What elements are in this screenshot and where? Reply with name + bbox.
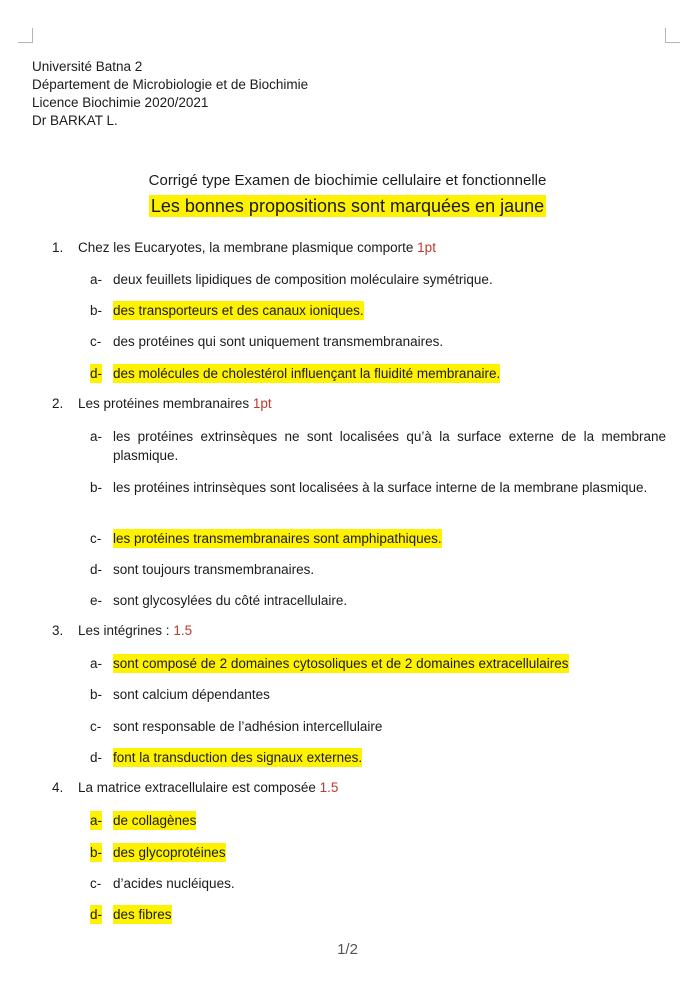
option-text: sont glycosylées du côté intracellulaire.: [113, 593, 348, 608]
header-university: Université Batna 2: [32, 59, 143, 74]
option-text-correct: les protéines transmembranaires sont amphipathiques.: [113, 531, 442, 546]
question-text: Les protéines membranaires: [78, 396, 250, 411]
question-points: 1.5: [319, 780, 339, 795]
option-letter: a-: [90, 429, 103, 444]
question-text: La matrice extracellulaire est composée: [78, 780, 316, 795]
option-letter-correct: d-: [90, 366, 103, 381]
question-2: [52, 396, 272, 411]
header-program: Licence Biochimie 2020/2021: [32, 95, 209, 110]
option-text-correct: font la transduction des signaux externes.: [113, 750, 363, 765]
option-letter: b-: [90, 687, 103, 702]
option-letter: b-: [90, 303, 103, 318]
option-text-correct: des transporteurs et des canaux ioniques.: [113, 303, 364, 318]
option-letter-correct: b-: [90, 845, 103, 860]
question-number: 2.: [52, 396, 64, 411]
option-text: deux feuillets lipidiques de composition moléculaire symétrique.: [113, 272, 493, 287]
option-letter: d-: [90, 562, 103, 577]
option-letter: a-: [90, 656, 103, 671]
option-text: les protéines intrinsèques sont localisées à la surface interne de la membrane plasmique.: [113, 480, 648, 495]
option-text: sont toujours transmembranaires.: [113, 562, 315, 577]
option-text-correct: sont composé de 2 domaines cytosoliques et de 2 domaines extracellulaires: [113, 656, 569, 671]
option-text-correct: des glycoprotéines: [113, 845, 226, 860]
header-department: Département de Microbiologie et de Biochimie: [32, 77, 309, 92]
option-letter-correct: d-: [90, 907, 103, 922]
page-corner-mark-top-left: [18, 28, 33, 43]
option-text-correct: de collagènes: [113, 813, 197, 828]
option-text: les protéines extrinsèques ne sont localisées qu’à la surface externe de la membrane plasmique.: [113, 429, 666, 463]
option-letter: c-: [90, 719, 102, 734]
document-subtitle: Les bonnes propositions sont marquées en jaune: [150, 196, 545, 216]
document-subtitle-wrapper: [0, 196, 695, 217]
question-text: Chez les Eucaryotes, la membrane plasmique comporte: [78, 240, 414, 255]
option-letter: d-: [90, 750, 103, 765]
option-letter: a-: [90, 272, 103, 287]
question-1: [52, 240, 436, 255]
question-points: 1pt: [252, 396, 272, 411]
option-letter: b-: [90, 480, 103, 495]
page-corner-mark-top-right: [665, 28, 680, 43]
document-title: Corrigé type Examen de biochimie cellulaire et fonctionnelle: [148, 172, 547, 189]
option-text: sont calcium dépendantes: [113, 687, 270, 702]
option-text-correct: des fibres: [113, 907, 172, 922]
question-text: Les intégrines :: [78, 623, 170, 638]
question-points: 1.5: [173, 623, 193, 638]
question-number: 4.: [52, 780, 64, 795]
option-text: sont responsable de l’adhésion intercellulaire: [113, 719, 383, 734]
question-number: 1.: [52, 240, 64, 255]
question-3: [52, 623, 192, 638]
option-letter: c-: [90, 531, 102, 546]
option-letter: c-: [90, 876, 102, 891]
option-text-correct: des molécules de cholestérol influençant la fluidité membranaire.: [113, 366, 501, 381]
option-text: des protéines qui sont uniquement transmembranaires.: [113, 334, 444, 349]
option-letter: c-: [90, 334, 102, 349]
option-text: d’acides nucléiques.: [113, 876, 235, 891]
document-header: [32, 58, 308, 130]
page-number: 1/2: [337, 941, 358, 958]
question-points: 1pt: [417, 240, 436, 255]
question-4: [52, 780, 338, 795]
option-letter-correct: a-: [90, 813, 103, 828]
option-letter: e-: [90, 593, 103, 608]
header-author: Dr BARKAT L.: [32, 113, 118, 128]
question-number: 3.: [52, 623, 64, 638]
